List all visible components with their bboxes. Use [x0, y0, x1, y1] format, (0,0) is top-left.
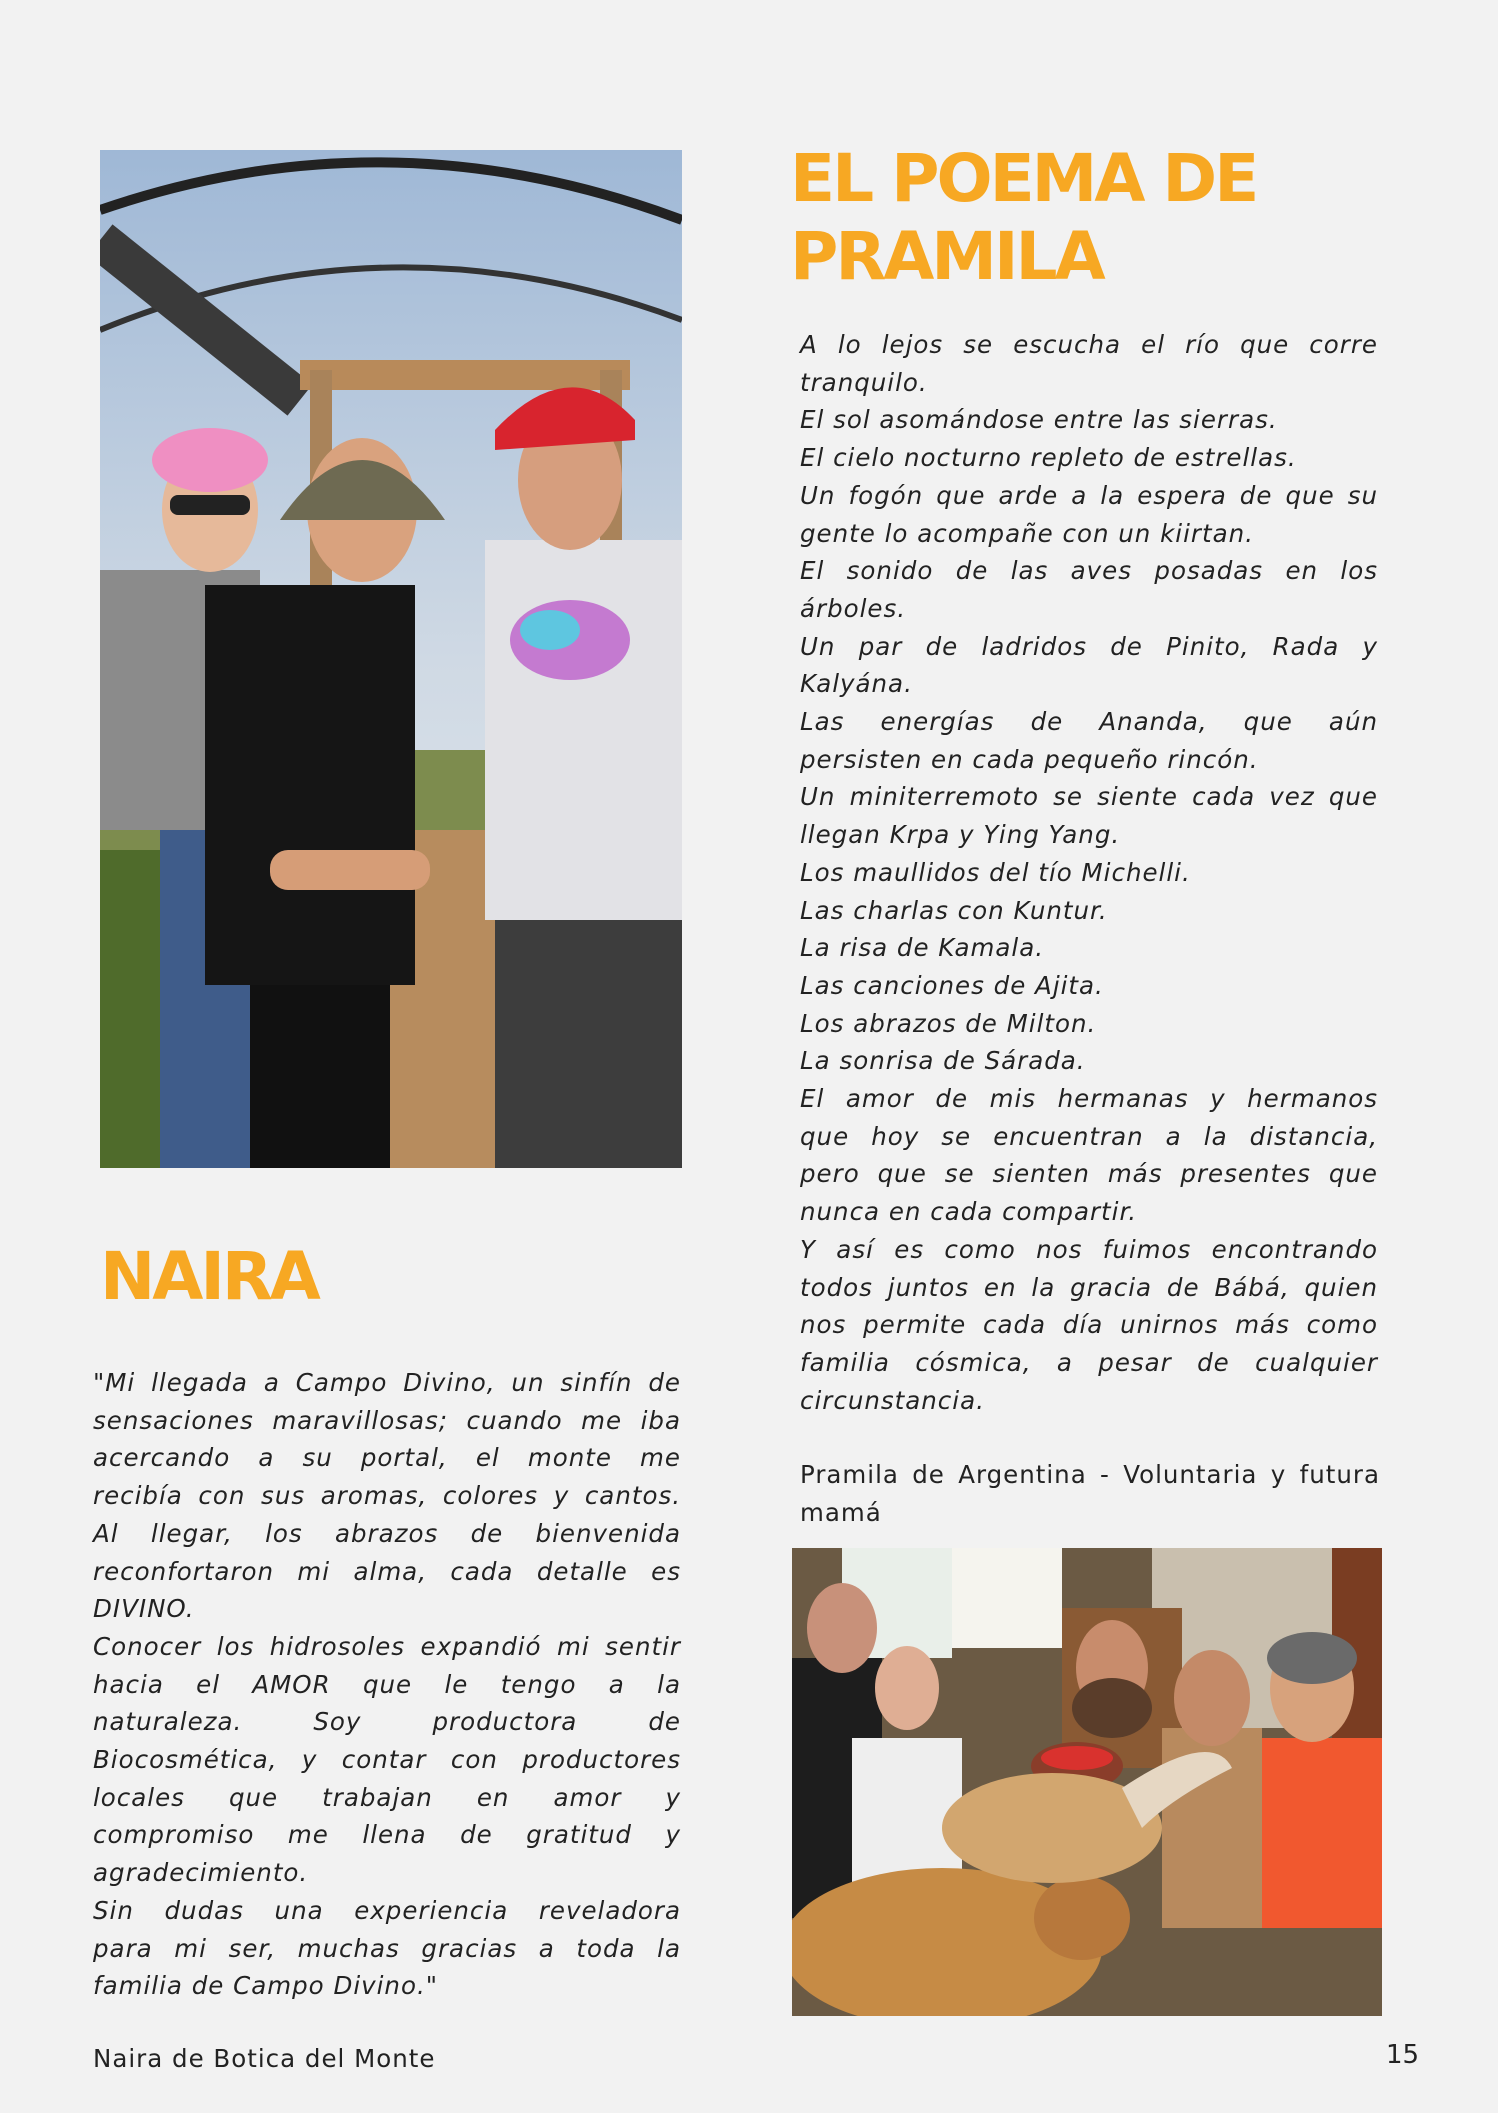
- poem-body: [800, 326, 1378, 1419]
- poem-line: Los abrazos de Milton.: [800, 1008, 1097, 1038]
- testimonial-line: hacia el AMOR que le tengo a la: [93, 1669, 681, 1699]
- testimonial-line: acercando a su portal, el monte me: [93, 1443, 681, 1473]
- poem-line: Las charlas con Kuntur.: [800, 895, 1108, 925]
- testimonial-line: Biocosmética, y contar con productores: [93, 1745, 681, 1775]
- photo-three-women-greenhouse: [100, 150, 682, 1168]
- poem-line: pero que se sienten más presentes que: [800, 1159, 1378, 1189]
- poem-line: Y así es como nos fuimos encontrando: [800, 1234, 1378, 1264]
- poem-line: familia cósmica, a pesar de cualquier: [800, 1347, 1378, 1377]
- testimonial-line: familia de Campo Divino.": [93, 1971, 439, 2001]
- poem-line: A lo lejos se escucha el río que corre: [800, 330, 1378, 359]
- poem-line: La risa de Kamala.: [800, 933, 1045, 963]
- poem-line: Un fogón que arde a la espera de que su: [800, 480, 1378, 510]
- poem-line: tranquilo.: [800, 367, 928, 397]
- poem-line: La sonrisa de Sárada.: [800, 1046, 1086, 1076]
- poem-line: circunstancia.: [800, 1385, 985, 1415]
- testimonial-line: DIVINO.: [93, 1594, 195, 1624]
- testimonial-line: Al llegar, los abrazos de bienvenida: [93, 1518, 681, 1548]
- poem-line: que hoy se encuentran a la distancia,: [800, 1121, 1378, 1151]
- naira-testimonial: [93, 1364, 681, 2005]
- testimonial-line: Conocer los hidrosoles expandió mi sentir: [93, 1631, 681, 1661]
- poem-author-line: mamá: [800, 1497, 882, 1527]
- poem-line: Las energías de Ananda, que aún: [800, 707, 1378, 737]
- poem-line: Un miniterremoto se siente cada vez que: [800, 782, 1378, 812]
- testimonial-line: reconfortaron mi alma, cada detalle es: [93, 1556, 681, 1586]
- poem-line: El cielo nocturno repleto de estrellas.: [800, 443, 1297, 473]
- testimonial-line: Sin dudas una experiencia reveladora: [93, 1895, 681, 1925]
- poem-line: todos juntos en la gracia de Bábá, quien: [800, 1272, 1378, 1302]
- testimonial-line: sensaciones maravillosas; cuando me iba: [93, 1405, 681, 1435]
- poem-line: nos permite cada día unirnos más como: [800, 1310, 1378, 1340]
- poem-line: Kalyána.: [800, 669, 913, 699]
- photo-group-with-dogs: [792, 1548, 1382, 2016]
- testimonial-line: para mi ser, muchas gracias a toda la: [93, 1933, 681, 1963]
- poem-title: EL POEMA DE PRAMILA: [790, 140, 1257, 295]
- poem-line: Las canciones de Ajita.: [800, 970, 1104, 1000]
- poem-author: [800, 1456, 1380, 1531]
- testimonial-line: "Mi llegada a Campo Divino, un sinfín de: [93, 1368, 681, 1397]
- poem-line: llegan Krpa y Ying Yang.: [800, 820, 1121, 850]
- page-number: 15: [1386, 2040, 1420, 2070]
- testimonial-line: agradecimiento.: [93, 1858, 309, 1888]
- poem-line: El sol asomándose entre las sierras.: [800, 405, 1278, 435]
- poem-line: El amor de mis hermanas y hermanos: [800, 1084, 1378, 1114]
- testimonial-line: naturaleza. Soy productora de: [93, 1707, 681, 1737]
- testimonial-line: locales que trabajan en amor y: [93, 1782, 681, 1812]
- naira-title: NAIRA: [100, 1238, 318, 1315]
- poem-line: persisten en cada pequeño rincón.: [800, 744, 1259, 774]
- naira-author: Naira de Botica del Monte: [93, 2044, 436, 2073]
- poem-author-line: Pramila de Argentina - Voluntaria y futura: [800, 1460, 1380, 1489]
- poem-line: El sonido de las aves posadas en los: [800, 556, 1378, 586]
- poem-line: nunca en cada compartir.: [800, 1197, 1138, 1227]
- poem-line: Los maullidos del tío Michelli.: [800, 857, 1191, 887]
- testimonial-line: recibía con sus aromas, colores y cantos.: [93, 1481, 681, 1511]
- poem-line: Un par de ladridos de Pinito, Rada y: [800, 631, 1378, 661]
- testimonial-line: compromiso me llena de gratitud y: [93, 1820, 681, 1850]
- poem-line: árboles.: [800, 593, 907, 623]
- poem-line: gente lo acompañe con un kiirtan.: [800, 518, 1254, 548]
